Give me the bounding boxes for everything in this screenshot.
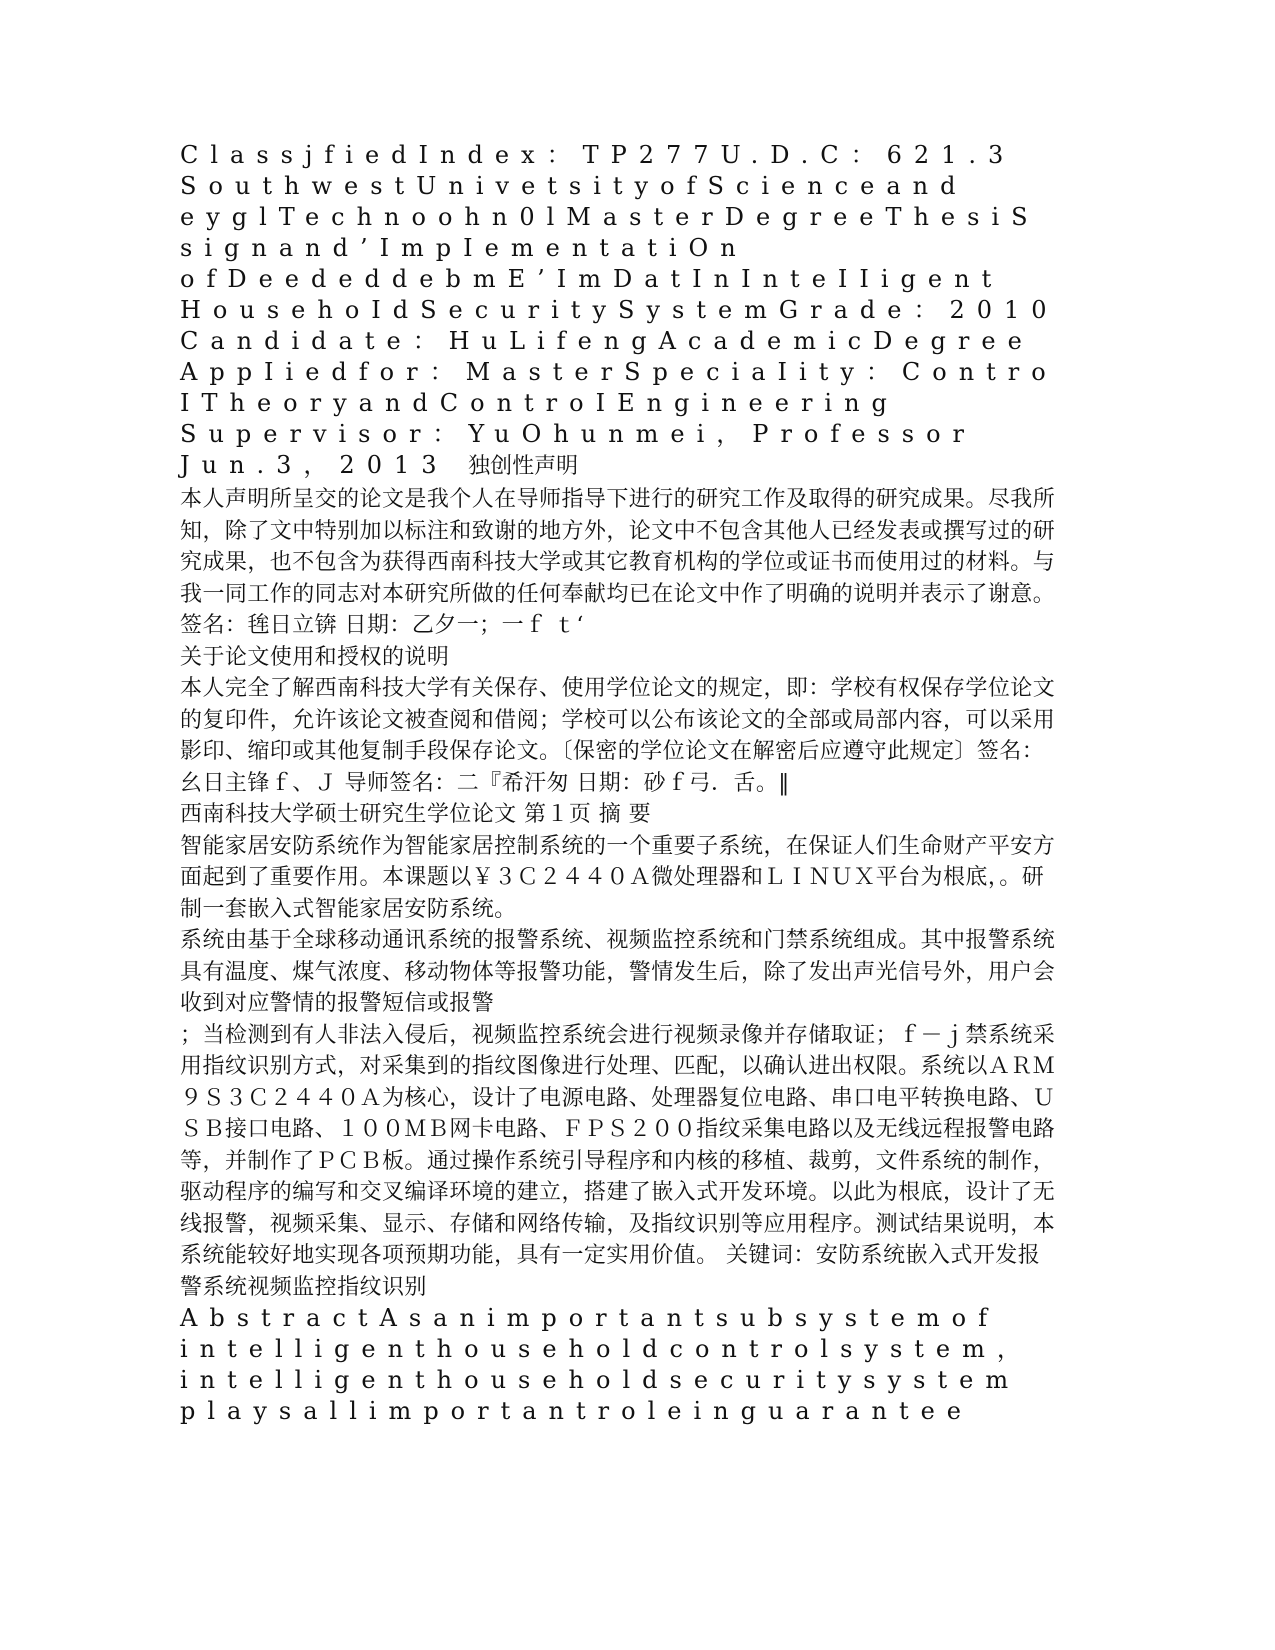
header-line: SouthwestUnivetsityofScienceand bbox=[180, 172, 968, 200]
authorization-statement: 本人完全了解西南科技大学有关保存、使用学位论文的规定，即：学校有权保存学位论文的复印件，允许该论文被查阅和借阅；学校可以公布该论文的全部或局部内容，可以采用影印、缩印或其他复制手段保存论文。〔保密的学位论文在解密后应遵守此规定〕签名：幺日主锋ｆ、Ｊ 导师签名：二『希汗匆 日期：砂ｆ弓．舌。‖ bbox=[180, 676, 1056, 796]
abstract-paragraph: ；当检测到有人非法入侵后，视频监控系统会进行视频录像并存储取证；ｆ－ｊ禁系统采用指纹识别方式，对采集到的指纹图像进行处理、匹配，以确认进出权限。系统以ＡＲＭ９Ｓ３Ｃ２４４０Ａ为核心，设计了电源电路、处理器复位电路、串口电平转换电路、ＵＳＢ接口电路、１００ＭＢ网卡电路、ＦＰＳ２００指纹采集电路以及无线远程报警电路等，并制作了ＰＣＢ板。通过操作系统引导程序和内核的移植、裁剪，文件系统的制作，驱动程序的编写和交叉编译环境的建立，搭建了嵌入式开发环境。以此为根底，设计了无线报警，视频采集、显示、存储和网络传输，及指纹识别等应用程序。测试结果说明，本系统能较好地实现各项预期功能，具有一定实用价值。 关键词：安防系统嵌入式开发报警系统视频监控指纹识别 bbox=[180, 1022, 1056, 1300]
header-line: AppIiedfor：MasterSpeciaIity：Contro bbox=[180, 358, 1058, 386]
abstract-line: intelligenthouseholdsecuritysystem bbox=[180, 1366, 1021, 1394]
authorization-heading: 关于论文使用和授权的说明 bbox=[180, 644, 450, 670]
originality-statement: 本人声明所呈交的论文是我个人在导师指导下进行的研究工作及取得的研究成果。尽我所知，除了文中特别加以标注和致谢的地方外，论文中不包含其他人已经发表或撰写过的研究成果，也不包含为获得西南科技大学或其它教育机构的学位或证书而使用过的材料。与我一同工作的同志对本研究所做的任何奉献均已在论文中作了明确的说明并表示了谢意。签名：毪日立锛 日期：乙夕一；一ｆ ｔ‘ bbox=[180, 487, 1056, 638]
thesis-date: Jun.3，2013 bbox=[180, 451, 449, 479]
header-line: ITheoryandControIEngineering bbox=[180, 389, 899, 417]
english-header bbox=[180, 140, 1060, 482]
date-line bbox=[180, 450, 1060, 482]
abstract-paragraph: 系统由基于全球移动通讯系统的报警系统、视频监控系统和门禁系统组成。其中报警系统具有温度、煤气浓度、移动物体等报警功能，警情发生后，除了发出声光信号外，用户会收到对应警情的报警短信或报警 bbox=[180, 928, 1056, 1016]
header-line: Candidate：HuLifengAcademicDegree bbox=[180, 327, 1034, 355]
header-line: signand’ImpIementatiOn bbox=[180, 234, 748, 262]
header-line: ofDeededdebmE’ImDatInInteIIigent bbox=[180, 265, 1004, 293]
header-line: ClassjfiedIndex：TP277U.D.C：621.3 bbox=[180, 141, 1016, 169]
page-header-abstract: 西南科技大学硕士研究生学位论文 第１页 摘 要 bbox=[180, 802, 652, 827]
abstract-line: playsallimportantroleinguarantee bbox=[180, 1397, 974, 1425]
abstract-line: intelligenthouseholdcontrolsystem， bbox=[180, 1335, 1033, 1363]
document-page bbox=[180, 140, 1060, 1427]
english-abstract bbox=[180, 1303, 1060, 1427]
header-line: Supervisor：YuOhunmei，Professor bbox=[180, 420, 977, 448]
abstract-line: AbstractAsanimportantsubsystemof bbox=[180, 1304, 999, 1332]
originality-heading: 独创性声明 bbox=[468, 454, 579, 479]
header-line: eyglTechnoohn0lMasterDegreeThesiS bbox=[180, 203, 1040, 231]
header-line: HousehoIdSecuritySystemGrade：2010 bbox=[180, 296, 1059, 324]
abstract-paragraph: 智能家居安防系统作为智能家居控制系统的一个重要子系统，在保证人们生命财产平安方面起到了重要作用。本课题以￥３Ｃ２４４０Ａ微处理器和ＬＩＮＵＸ平台为根底，。研制一套嵌入式智能家居安防系统。 bbox=[180, 833, 1056, 922]
